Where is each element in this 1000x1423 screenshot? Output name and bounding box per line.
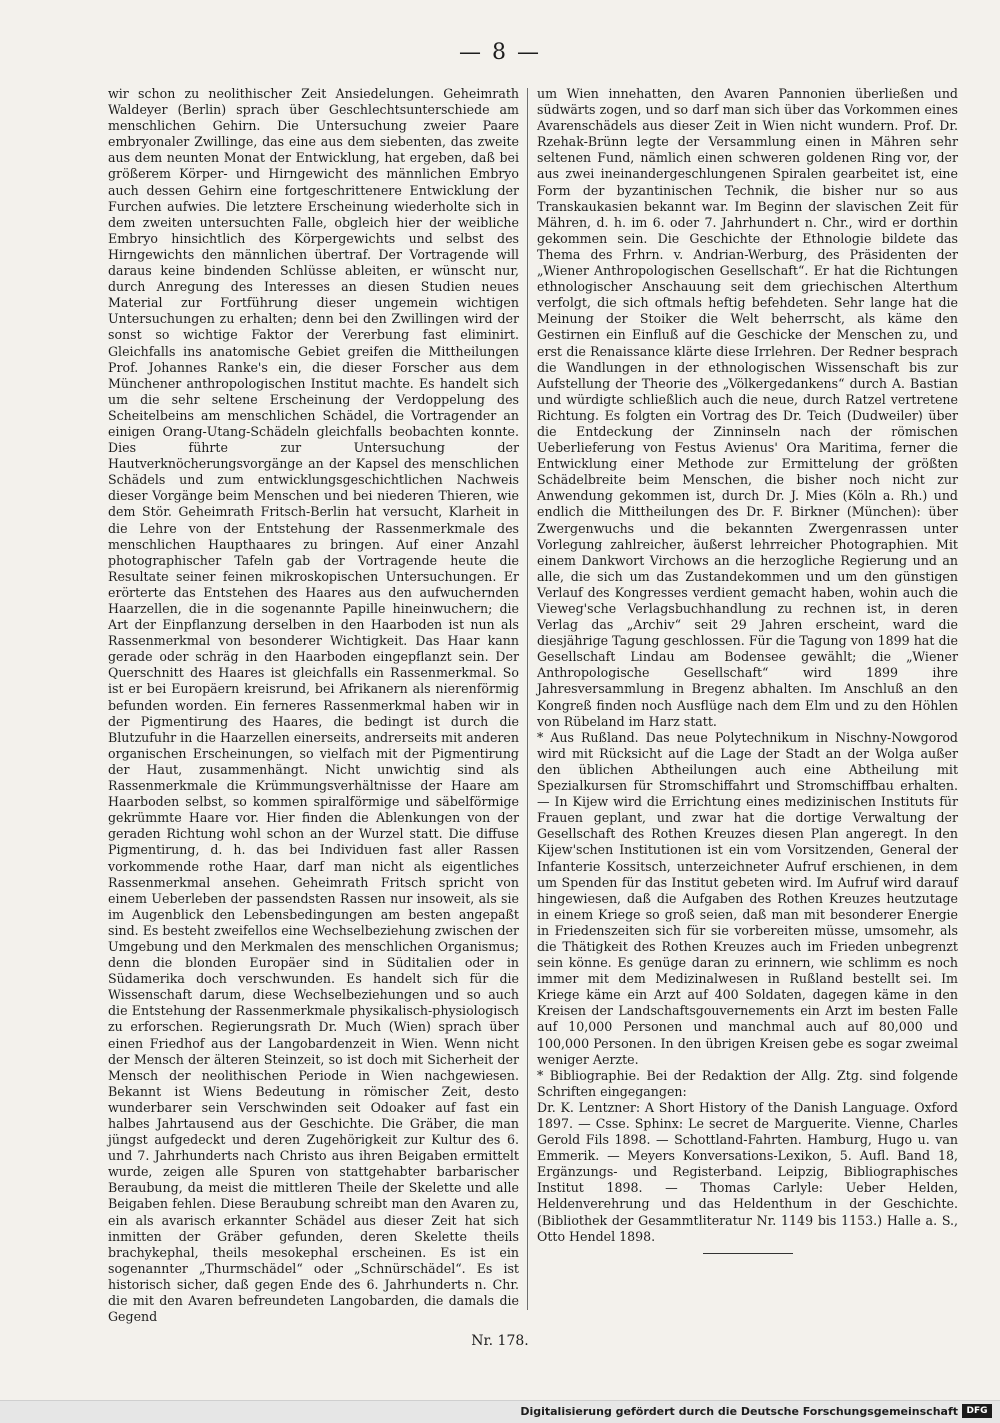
bibliography-list: Dr. K. Lentzner: A Short History of the Danish Language. Oxford 1897. — Csse. Sphinx: Le secret de Marguerite. Vienne, Charles Gerold Fils 1898. — Schottland-Fahrten. Hamburg, Hugo u. van Emmerik. — Meyers Konversations-Lexikon, 5. Aufl. Band 18, Ergänzungs- und Registerband. Leipzig, Bibliographisches Institut 1898. — Thomas Carlyle: Ueber Helden, Heldenverehrung und das Heldenthum in der Geschichte. (Bibliothek der Gesammtliteratur Nr. 1149 bis 1153.) Halle a. S., Otto Hendel 1898. (537, 1099, 958, 1244)
page-number: — 8 — (459, 40, 541, 65)
column-divider (527, 88, 528, 1310)
section-bibliography-heading: * Bibliographie. Bei der Redaktion der Allg. Ztg. sind folgende Schriften eingegangen: (537, 1067, 958, 1099)
right-column (537, 86, 958, 1312)
footer-bar (0, 1400, 1000, 1423)
dfg-logo: DFG (962, 1404, 992, 1418)
separator-rule (703, 1253, 793, 1254)
section-russia: * Aus Rußland. Das neue Polytechnikum in Nischny-Nowgorod wird mit Rücksicht auf die Lage der Stadt an der Wolga außer den üblichen Abtheilungen auch eine Abtheilung mit Spezialkursen für Stromschiffahrt und Stromschiffbau erhalten. — In Kijew wird die Errichtung eines medizinischen Instituts für Frauen geplant, und zwar hat die dortige Verwaltung der Gesellschaft des Rothen Kreuzes diesen Plan angeregt. In den Kijew'schen Institutionen ist ein vom Vorsitzenden, General der Infanterie Kossitsch, unterzeichneter Aufruf erschienen, in dem um Spenden für das Institut gebeten wird. Im Aufruf wird darauf hingewiesen, daß die Aufgaben des Rothen Kreuzes heutzutage in einem Kriege so groß seien, daß man mit besonderer Energie in Friedenszeiten sich für sie vorbereiten müsse, umsomehr, als die Thätigkeit des Rothen Kreuzes auch im Frieden unbegrenzt sein könne. Es genüge daran zu erinnern, wie schlimm es noch immer mit dem Medizinalwesen in Rußland bestellt sei. Im Kriege käme ein Arzt auf 400 Soldaten, dagegen käme in den Kreisen der Landschaftsgouvernements ein Arzt im besten Falle auf 10,000 Personen und manchmal auch auf 80,000 und 100,000 Personen. In den übrigen Kreisen gebe es sogar zweimal weniger Aerzte. (537, 729, 958, 1067)
issue-number: Nr. 178. (471, 1333, 529, 1349)
article-paragraph: um Wien innehatten, den Avaren Pannonien überließen und südwärts zogen, und so darf man sich über das Vorkommen eines Avarenschädels aus dieser Zeit in Wien nicht wundern. Prof. Dr. Rzehak-Brünn legte der Versammlung einen in Mähren sehr seltenen Fund, nämlich einen schweren goldenen Ring vor, der aus zwei ineinandergeschlungenen Spiralen gearbeitet ist, eine Form der byzantinischen Technik, die bisher nur so aus Transkaukasien bekannt war. Im Beginn der slavischen Zeit für Mähren, d. h. im 6. oder 7. Jahrhundert n. Chr., wird er dorthin gekommen sein. Die Geschichte der Ethnologie bildete das Thema des Frhrn. v. Andrian-Werburg, des Präsidenten der „Wiener Anthropologischen Gesellschaft“. Er hat die Richtungen ethnologischer Anschauung seit dem griechischen Alterthum verfolgt, die sich oftmals heftig befehdeten. Sehr lange hat die Meinung der Stoiker die Welt beherrscht, als käme den Gestirnen ein Einfluß auf die Geschicke der Menschen zu, und erst die Renaissance klärte diese Irrlehren. Der Redner besprach die Wandlungen in der ethnologischen Wissenschaft bis zur Aufstellung der Theorie des „Völkergedankens“ durch A. Bastian und würdigte schließlich auch die neue, durch Ratzel vertretene Richtung. Es folgten ein Vortrag des Dr. Teich (Dudweiler) über die Entdeckung der Zinninseln nach der römischen Ueberlieferung von Festus Avienus' Ora Maritima, ferner die Entwicklung einer Methode zur Ermittelung der größten Schädelbreite beim Menschen, die bisher noch nicht zur Anwendung gekommen ist, durch Dr. J. Mies (Köln a. Rh.) und endlich die Mittheilungen des Dr. F. Birkner (München): über Zwergenwuchs und die bekannten Zwergenrassen unter Vorlegung zahlreicher, äußerst lehrreicher Photographien. Mit einem Dankwort Virchows an die herzogliche Regierung und an alle, die sich um das Zustandekommen und um den günstigen Verlauf des Kongresses verdient gemacht haben, wohin auch die Vieweg'sche Verlagsbuchhandlung zu rechnen ist, in deren Verlag das „Archiv“ seit 29 Jahren erscheint, ward die diesjährige Tagung geschlossen. Für die Tagung von 1899 hat die Gesellschaft Lindau am Bodensee gewählt; die „Wiener Anthropologische Gesellschaft“ wird 1899 ihre Jahresversammlung in Bregenz abhalten. Im Anschluß an den Kongreß finden noch Ausflüge nach dem Elm und zu den Höhlen von Rübeland im Harz statt. (537, 86, 958, 729)
left-column (108, 86, 519, 1325)
digitization-note: Digitalisierung gefördert durch die Deutsche Forschungsgemeinschaft (520, 1405, 958, 1418)
article-paragraph: wir schon zu neolithischer Zeit Ansiedelungen. Geheimrath Waldeyer (Berlin) sprach über Geschlechtsunterschiede am menschlichen Gehirn. Die Untersuchung zweier Paare embryonaler Zwillinge, das eine aus dem siebenten, das zweite aus dem neunten Monat der Entwicklung, hat ergeben, daß bei größerem Körper- und Hirngewicht des männlichen Embryo auch dessen Gehirn eine fortgeschrittenere Entwicklung der Furchen aufwies. Die letztere Erscheinung wiederholte sich in dem zweiten untersuchten Falle, obgleich hier der weibliche Embryo hinsichtlich des Körpergewichts und selbst des Hirngewichts den männlichen übertraf. Der Vortragende will daraus keine bindenden Schlüsse ableiten, er wünscht nur, durch Anregung des Interesses an diesen Studien neues Material zur Fortführung dieser ungemein wichtigen Untersuchungen zu erhalten; denn bei den Zwillingen wird der sonst so wichtige Faktor der Vererbung fast eliminirt. Gleichfalls ins anatomische Gebiet greifen die Mittheilungen Prof. Johannes Ranke's ein, die dieser Forscher aus dem Münchener anthropologischen Institut machte. Es handelt sich um die sehr seltene Erscheinung der Verdoppelung des Scheitelbeins am menschlichen Schädel, die Vortragender an einigen Orang-Utang-Schädeln gleichfalls beobachten konnte. Dies führte zur Untersuchung der Hautverknöcherungsvorgänge an der Kapsel des menschlichen Schädels und zum entwicklungsgeschichtlichen Nachweis dieser Vorgänge beim Menschen und bei niederen Thieren, wie dem Stör. Geheimrath Fritsch-Berlin hat versucht, Klarheit in die Lehre von der Entstehung der Rassenmerkmale des menschlichen Haupthaares zu bringen. Auf einer Anzahl photographischer Tafeln gab der Vortragende heute die Resultate seiner feinen mikroskopischen Untersuchungen. Er erörterte das Entstehen des Haares aus den aufwuchernden Haarzellen, die in die sogenannte Papille hineinwuchern; die Art der Einpflanzung derselben in den Haarboden ist nun als Rassenmerkmal von besonderer Wichtigkeit. Das Haar kann gerade oder schräg in den Haarboden eingepflanzt sein. Der Querschnitt des Haares ist gleichfalls ein Rassenmerkmal. So ist er bei Europäern kreisrund, bei Afrikanern als nierenförmig befunden worden. Ein ferneres Rassenmerkmal haben wir in der Pigmentirung des Haares, die bedingt ist durch die Blutzufuhr in die Haarzellen einerseits, andrerseits mit anderen organischen Erscheinungen, so vielfach mit der Pigmentirung der Haut, zusammenhängt. Nicht unwichtig sind als Rassenmerkmale die Krümmungsverhältnisse der Haare am Haarboden selbst, so kommen spiralförmige und säbelförmige gekrümmte Haare vor. Hier finden die Ablenkungen von der geraden Richtung wohl schon an der Wurzel statt. Die diffuse Pigmentirung, d. h. das bei Individuen fast aller Rassen vorkommende rothe Haar, darf man nicht als eigentliches Rassenmerkmal ansehen. Geheimrath Fritsch spricht von einem Ueberleben der passendsten Rassen nur insoweit, als sie im Augenblick den Lebensbedingungen am besten angepaßt sind. Es besteht zweifellos eine Wechselbeziehung zwischen der Umgebung und den Merkmalen des menschlichen Organismus; denn die blonden Europäer sind in Süditalien oder in Südamerika doch verschwunden. Es handelt sich für die Wissenschaft darum, diese Wechselbeziehungen und so auch die Entstehung der Rassenmerkmale physikalisch-physiologisch zu erforschen. Regierungsrath Dr. Much (Wien) sprach über einen Friedhof aus der Langobardenzeit in Wien. Wenn nicht der Mensch der älteren Steinzeit, so ist doch mit Sicherheit der Mensch der neolithischen Periode in Wien nachgewiesen. Bekannt ist Wiens Bedeutung in römischer Zeit, desto wunderbarer sein Verschwinden seit Odoaker auf fast ein halbes Jahrtausend aus der Geschichte. Die Gräber, die man jüngst aufgedeckt und deren Zugehörigkeit zur Kultur des 6. und 7. Jahrhunderts nach Christo aus ihren Beigaben ermittelt wurde, zeigen alle Spuren von stattgehabter barbarischer Beraubung, da meist die mittleren Theile der Skelette und alle Beigaben fehlen. Diese Beraubung schreibt man den Avaren zu, ein als avarisch erkannter Schädel aus dieser Zeit hat sich inmitten der Gräber gefunden, deren Skelette theils brachykephal, theils mesokephal erscheinen. Es ist ein sogenannter „Thurmschädel“ oder „Schnürschädel“. Es ist historisch sicher, daß gegen Ende des 6. Jahrhunderts n. Chr. die mit den Avaren befreundeten Langobarden, die damals die Gegend (108, 86, 519, 1325)
